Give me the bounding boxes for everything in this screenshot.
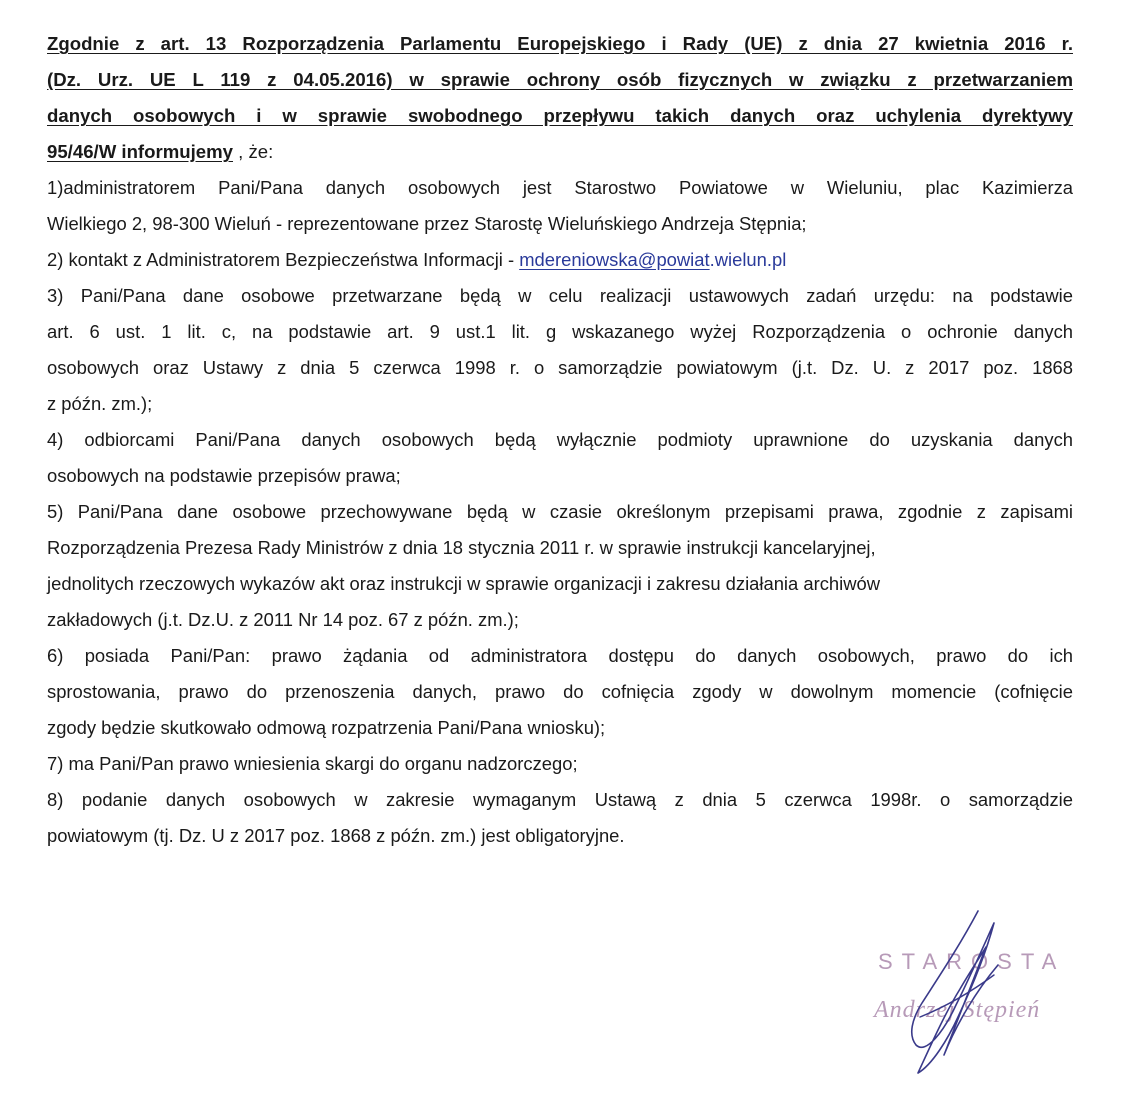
stamp-name: Andrzej Stępień bbox=[874, 997, 1041, 1023]
clause-line: osobowych oraz Ustawy z dnia 5 czerwca 1998 r. o samorządzie powiatowym (j.t. Dz. U. z 2017 poz. 1868 bbox=[47, 357, 1073, 378]
clause-item-5 bbox=[47, 494, 1073, 638]
clause-line: z późn. zm.); bbox=[47, 393, 153, 414]
starosta-stamp bbox=[860, 905, 1080, 1085]
clause-line: powiatowym (tj. Dz. U z 2017 poz. 1868 z późn. zm.) jest obligatoryjne. bbox=[47, 825, 625, 846]
clause-line: osobowych na podstawie przepisów prawa; bbox=[47, 465, 401, 486]
clause-line: Rozporządzenia Prezesa Rady Ministrów z dnia 18 stycznia 2011 r. w sprawie instrukcji kancelaryjnej, bbox=[47, 537, 876, 558]
clause-line: 6) posiada Pani/Pan: prawo żądania od administratora dostępu do danych osobowych, prawo do ich bbox=[47, 645, 1073, 666]
clause-line: 1)administratorem Pani/Pana danych osobowych jest Starostwo Powiatowe w Wieluniu, plac Kazimierza bbox=[47, 177, 1073, 198]
header-line: (Dz. Urz. UE L 119 z 04.05.2016) w sprawie ochrony osób fizycznych w związku z przetwarzaniem bbox=[47, 69, 1073, 90]
clause-line: art. 6 ust. 1 lit. c, na podstawie art. 9 ust.1 lit. g wskazanego wyżej Rozporządzenia o ochronie danych bbox=[47, 321, 1073, 342]
contact-email-domain[interactable]: .wielun.pl bbox=[709, 249, 787, 270]
stamp-title: STAROSTA bbox=[878, 949, 1066, 974]
legal-basis-header bbox=[47, 26, 1073, 170]
contact-label: 2) kontakt z Administratorem Bezpieczeństwa Informacji - bbox=[47, 249, 520, 270]
clause-item-7 bbox=[47, 746, 1073, 782]
clause-line: 4) odbiorcami Pani/Pana danych osobowych będą wyłącznie podmioty uprawnione do uzyskania danych bbox=[47, 429, 1073, 450]
handwritten-signature-icon bbox=[860, 905, 1080, 1085]
clause-line: zakładowych (j.t. Dz.U. z 2011 Nr 14 poz. 67 z późn. zm.); bbox=[47, 609, 519, 630]
header-line: Zgodnie z art. 13 Rozporządzenia Parlamentu Europejskiego i Rady (UE) z dnia 27 kwietnia 2016 r. bbox=[47, 33, 1073, 54]
clause-item-6 bbox=[47, 638, 1073, 746]
clause-line: Wielkiego 2, 98-300 Wieluń - reprezentowane przez Starostę Wieluńskiego Andrzeja Stępnia; bbox=[47, 213, 807, 234]
clause-line: zgody będzie skutkowało odmową rozpatrzenia Pani/Pana wniosku); bbox=[47, 717, 606, 738]
clause-line: sprostowania, prawo do przenoszenia danych, prawo do cofnięcia zgody w dowolnym momencie (cofnięcie bbox=[47, 681, 1073, 702]
clause-item-1 bbox=[47, 170, 1073, 242]
clause-item-8 bbox=[47, 782, 1073, 854]
header-tail: , że: bbox=[233, 141, 274, 162]
clause-line: jednolitych rzeczowych wykazów akt oraz instrukcji w sprawie organizacji i zakresu działania archiwów bbox=[47, 573, 881, 594]
information-clause-body bbox=[47, 170, 1073, 854]
clause-item-2 bbox=[47, 242, 1073, 278]
contact-email-link[interactable]: mdereniowska@powiat bbox=[519, 249, 710, 270]
clause-line bbox=[47, 242, 1073, 278]
clause-line: 3) Pani/Pana dane osobowe przetwarzane będą w celu realizacji ustawowych zadań urzędu: na podstawie bbox=[47, 285, 1073, 306]
clause-item-4 bbox=[47, 422, 1073, 494]
clause-line: 8) podanie danych osobowych w zakresie wymaganym Ustawą z dnia 5 czerwca 1998r. o samorządzie bbox=[47, 789, 1073, 810]
clause-line: 7) ma Pani/Pan prawo wniesienia skargi do organu nadzorczego; bbox=[47, 753, 578, 774]
header-line: 95/46/W informujemy , że: bbox=[47, 141, 274, 162]
clause-line: 5) Pani/Pana dane osobowe przechowywane będą w czasie określonym przepisami prawa, zgodnie z zapisami bbox=[47, 501, 1073, 522]
clause-item-3 bbox=[47, 278, 1073, 422]
header-line: danych osobowych i w sprawie swobodnego przepływu takich danych oraz uchylenia dyrektywy bbox=[47, 105, 1073, 126]
